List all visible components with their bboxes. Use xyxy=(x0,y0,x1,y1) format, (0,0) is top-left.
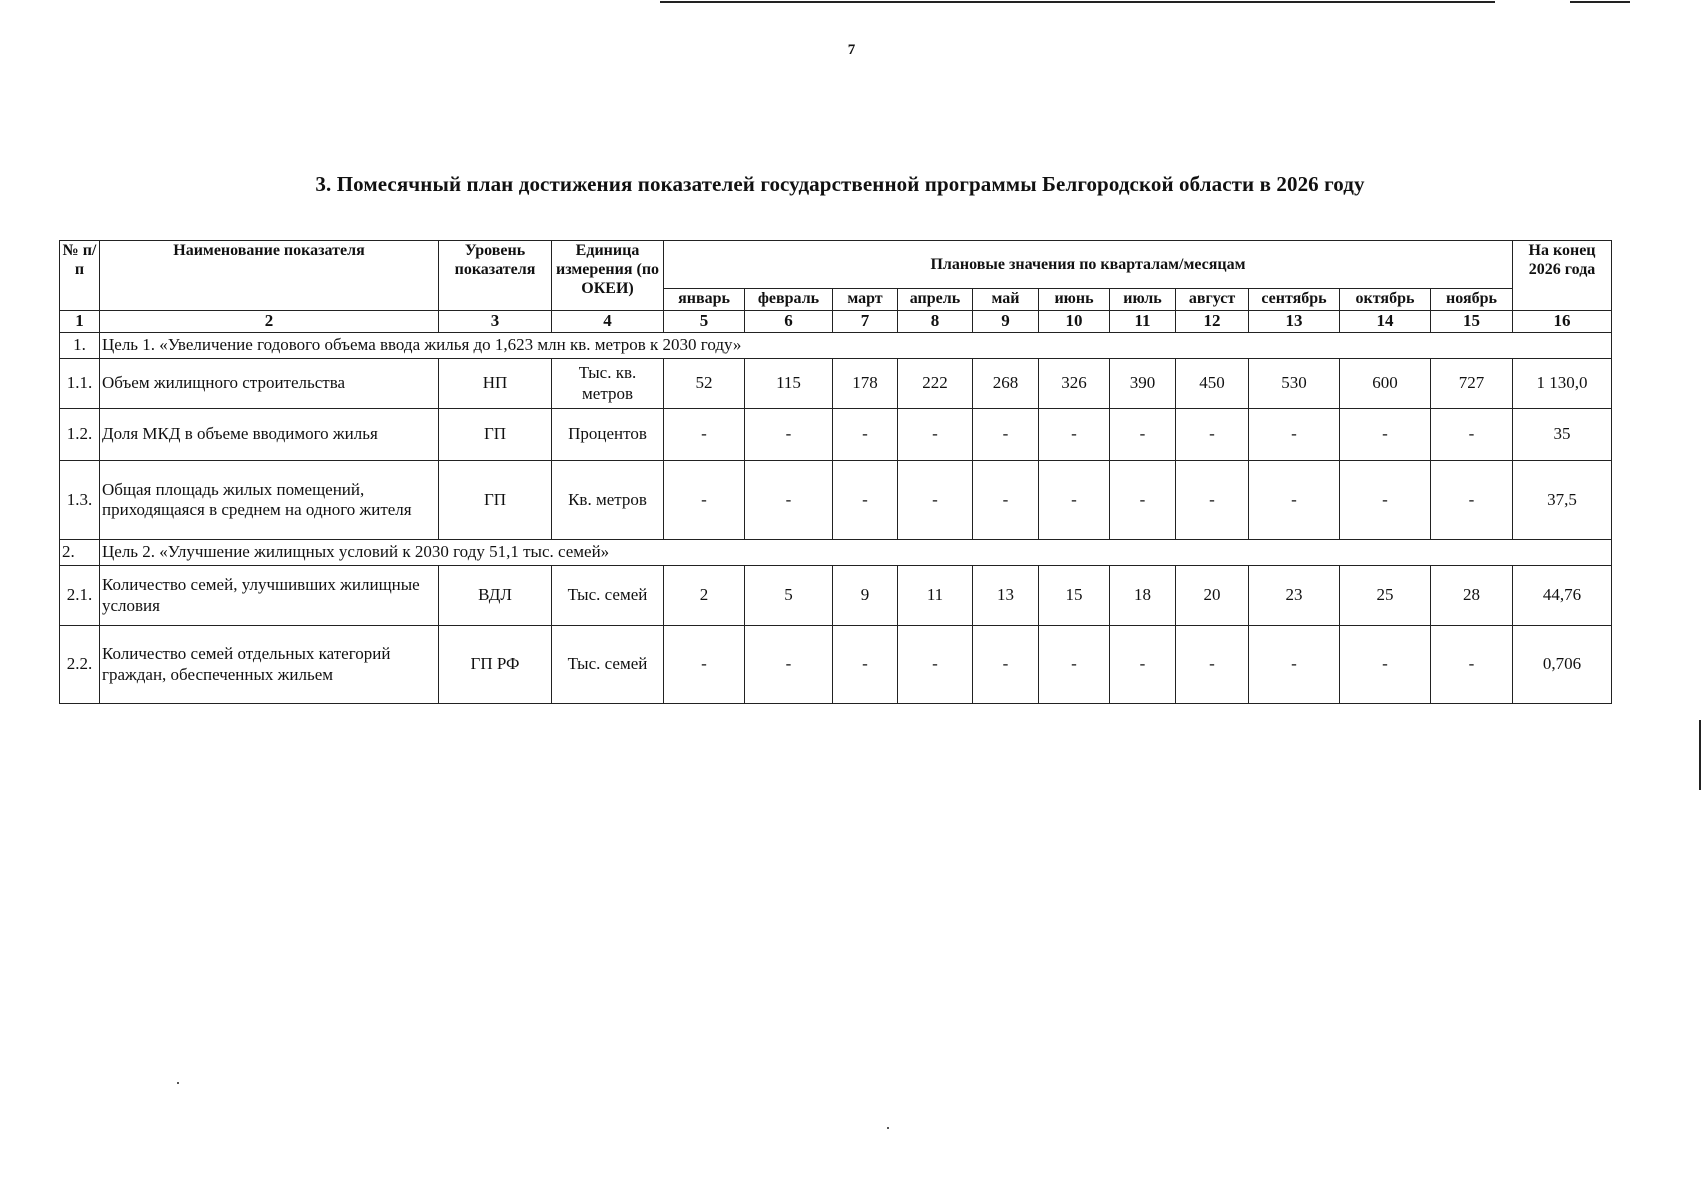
header-month: май xyxy=(973,289,1039,311)
month-value: - xyxy=(1431,409,1513,461)
indicator-row xyxy=(60,461,1612,540)
header-month: ноябрь xyxy=(1431,289,1513,311)
month-value: - xyxy=(1176,461,1249,540)
month-value: 222 xyxy=(898,359,973,409)
month-value: - xyxy=(745,626,833,704)
month-value: - xyxy=(1176,626,1249,704)
column-number: 5 xyxy=(664,311,745,333)
month-value: - xyxy=(664,409,745,461)
month-value: 178 xyxy=(833,359,898,409)
month-value: - xyxy=(898,409,973,461)
header-indicator-level: Уровень показателя xyxy=(439,241,552,311)
month-value: 18 xyxy=(1110,566,1176,626)
column-number: 11 xyxy=(1110,311,1176,333)
month-value: - xyxy=(745,409,833,461)
month-value: 20 xyxy=(1176,566,1249,626)
column-number: 8 xyxy=(898,311,973,333)
column-number: 1 xyxy=(60,311,100,333)
month-value: - xyxy=(1340,461,1431,540)
month-value: - xyxy=(973,461,1039,540)
month-value: 268 xyxy=(973,359,1039,409)
month-value: 23 xyxy=(1249,566,1340,626)
indicator-number: 1.2. xyxy=(60,409,100,461)
month-value: - xyxy=(1110,626,1176,704)
column-number: 12 xyxy=(1176,311,1249,333)
header-month: март xyxy=(833,289,898,311)
column-number: 14 xyxy=(1340,311,1431,333)
end-of-year-value: 1 130,0 xyxy=(1513,359,1612,409)
indicator-level: НП xyxy=(439,359,552,409)
month-value: 2 xyxy=(664,566,745,626)
month-value: 15 xyxy=(1039,566,1110,626)
month-value: - xyxy=(1249,626,1340,704)
indicator-level: ВДЛ xyxy=(439,566,552,626)
month-value: 25 xyxy=(1340,566,1431,626)
month-value: 530 xyxy=(1249,359,1340,409)
goal-row xyxy=(60,333,1612,359)
indicator-name: Общая площадь жилых помещений, приходящаяся в среднем на одного жителя xyxy=(100,461,439,540)
indicator-unit: Тыс. кв. метров xyxy=(552,359,664,409)
month-value: - xyxy=(1340,626,1431,704)
header-number: № п/п xyxy=(60,241,100,311)
month-value: - xyxy=(1249,409,1340,461)
header-unit: Единица измерения (по ОКЕИ) xyxy=(552,241,664,311)
month-value: 52 xyxy=(664,359,745,409)
month-value: 13 xyxy=(973,566,1039,626)
month-value: 9 xyxy=(833,566,898,626)
end-of-year-value: 44,76 xyxy=(1513,566,1612,626)
indicator-number: 1.3. xyxy=(60,461,100,540)
month-value: - xyxy=(898,461,973,540)
month-value: 600 xyxy=(1340,359,1431,409)
month-value: - xyxy=(664,461,745,540)
month-value: - xyxy=(1039,626,1110,704)
month-value: - xyxy=(745,461,833,540)
month-value: - xyxy=(833,461,898,540)
scan-edge-line xyxy=(660,1,1495,3)
header-planned-values: Плановые значения по кварталам/месяцам xyxy=(664,241,1513,289)
month-value: - xyxy=(1176,409,1249,461)
indicator-row xyxy=(60,566,1612,626)
scan-dot xyxy=(177,1082,179,1084)
indicator-level: ГП xyxy=(439,409,552,461)
page-number: 7 xyxy=(847,42,856,58)
monthly-plan-table xyxy=(59,240,1612,704)
indicator-number: 1.1. xyxy=(60,359,100,409)
column-number: 10 xyxy=(1039,311,1110,333)
header-indicator-name: Наименование показателя xyxy=(100,241,439,311)
column-number: 6 xyxy=(745,311,833,333)
month-value: - xyxy=(1039,461,1110,540)
indicator-name: Количество семей, улучшивших жилищные условия xyxy=(100,566,439,626)
header-end-of-year: На конец 2026 года xyxy=(1513,241,1612,311)
month-value: - xyxy=(833,409,898,461)
goal-row xyxy=(60,540,1612,566)
scan-edge-line xyxy=(1570,1,1630,3)
indicator-name: Количество семей отдельных категорий граждан, обеспеченных жильем xyxy=(100,626,439,704)
indicator-unit: Тыс. семей xyxy=(552,626,664,704)
indicator-unit: Тыс. семей xyxy=(552,566,664,626)
month-value: - xyxy=(1110,409,1176,461)
scan-dot xyxy=(887,1127,889,1129)
header-month: апрель xyxy=(898,289,973,311)
end-of-year-value: 35 xyxy=(1513,409,1612,461)
header-month: февраль xyxy=(745,289,833,311)
month-value: 28 xyxy=(1431,566,1513,626)
header-month: январь xyxy=(664,289,745,311)
table-header-row xyxy=(60,241,1612,289)
header-month: июнь xyxy=(1039,289,1110,311)
indicator-number: 2.1. xyxy=(60,566,100,626)
month-value: - xyxy=(973,626,1039,704)
header-month: июль xyxy=(1110,289,1176,311)
goal-number: 1. xyxy=(60,333,100,359)
column-number: 9 xyxy=(973,311,1039,333)
month-value: 727 xyxy=(1431,359,1513,409)
month-value: 5 xyxy=(745,566,833,626)
month-value: - xyxy=(1110,461,1176,540)
scan-edge-mark xyxy=(1699,720,1701,790)
month-value: - xyxy=(898,626,973,704)
indicator-unit: Кв. метров xyxy=(552,461,664,540)
header-month: октябрь xyxy=(1340,289,1431,311)
column-number: 3 xyxy=(439,311,552,333)
column-number-row xyxy=(60,311,1612,333)
month-value: - xyxy=(1431,626,1513,704)
end-of-year-value: 0,706 xyxy=(1513,626,1612,704)
end-of-year-value: 37,5 xyxy=(1513,461,1612,540)
indicator-row xyxy=(60,359,1612,409)
indicator-level: ГП РФ xyxy=(439,626,552,704)
goal-title: Цель 1. «Увеличение годового объема ввода жилья до 1,623 млн кв. метров к 2030 году» xyxy=(100,333,1612,359)
column-number: 13 xyxy=(1249,311,1340,333)
month-value: 390 xyxy=(1110,359,1176,409)
goal-number: 2. xyxy=(60,540,100,566)
header-month: август xyxy=(1176,289,1249,311)
indicator-unit: Процентов xyxy=(552,409,664,461)
month-value: - xyxy=(1340,409,1431,461)
column-number: 4 xyxy=(552,311,664,333)
month-value: - xyxy=(973,409,1039,461)
indicator-level: ГП xyxy=(439,461,552,540)
month-value: 326 xyxy=(1039,359,1110,409)
indicator-row xyxy=(60,626,1612,704)
month-value: - xyxy=(1431,461,1513,540)
column-number: 15 xyxy=(1431,311,1513,333)
month-value: - xyxy=(1249,461,1340,540)
indicator-name: Доля МКД в объеме вводимого жилья xyxy=(100,409,439,461)
month-value: 115 xyxy=(745,359,833,409)
column-number: 16 xyxy=(1513,311,1612,333)
indicator-name: Объем жилищного строительства xyxy=(100,359,439,409)
month-value: - xyxy=(833,626,898,704)
indicator-number: 2.2. xyxy=(60,626,100,704)
month-value: - xyxy=(1039,409,1110,461)
indicator-row xyxy=(60,409,1612,461)
month-value: 11 xyxy=(898,566,973,626)
document-title: 3. Помесячный план достижения показателей государственной программы Белгородской области в 2026 году xyxy=(315,172,1365,196)
month-value: 450 xyxy=(1176,359,1249,409)
column-number: 2 xyxy=(100,311,439,333)
month-value: - xyxy=(664,626,745,704)
header-month: сентябрь xyxy=(1249,289,1340,311)
goal-title: Цель 2. «Улучшение жилищных условий к 2030 году 51,1 тыс. семей» xyxy=(100,540,1612,566)
column-number: 7 xyxy=(833,311,898,333)
